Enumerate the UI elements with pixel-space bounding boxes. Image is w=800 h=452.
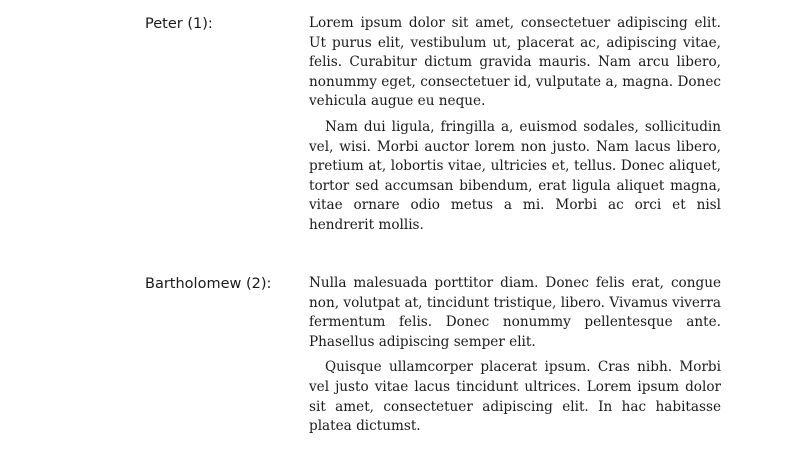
speaker-label: Bartholomew (2): xyxy=(145,276,272,292)
speech-paragraph: Lorem ipsum dolor sit amet, consectetuer adipiscing elit. Ut purus elit, vestibulum ut, placerat ac, adipiscing vitae, felis. Curabitur dictum gravida mauris. Nam arcu libero, nonummy eget, consectetuer id, vulputate a, magna. Donec vehicula augue eu neque. xyxy=(309,15,721,110)
speech-paragraph: Nulla malesuada porttitor diam. Donec felis erat, congue non, volutpat at, tincidunt tristique, libero. Vivamus viverra fermentum felis. Donec nonummy pellentesque ante. Phasellus adipiscing semper elit. xyxy=(309,275,721,350)
speech-paragraph: Quisque ullamcorper placerat ipsum. Cras nibh. Morbi vel justo vitae lacus tincidunt ultrices. Lorem ipsum dolor sit amet, consectetuer adipiscing elit. In hac habitasse platea dictumst. xyxy=(309,359,721,435)
speech-text xyxy=(309,274,721,437)
speech-paragraph: Nam dui ligula, fringilla a, euismod sodales, sollicitudin vel, wisi. Morbi auctor lorem non justo. Nam lacus libero, pretium at, lobortis vitae, ultricies et, tellus. Donec aliquet, tortor sed accumsan bibendum, erat ligula aliquet magna, vitae ornare odio metus a mi. Morbi ac orci et nisl hendrerit mollis. xyxy=(309,118,721,233)
speech-text xyxy=(309,14,721,236)
speaker-label: Peter (1): xyxy=(145,16,213,32)
